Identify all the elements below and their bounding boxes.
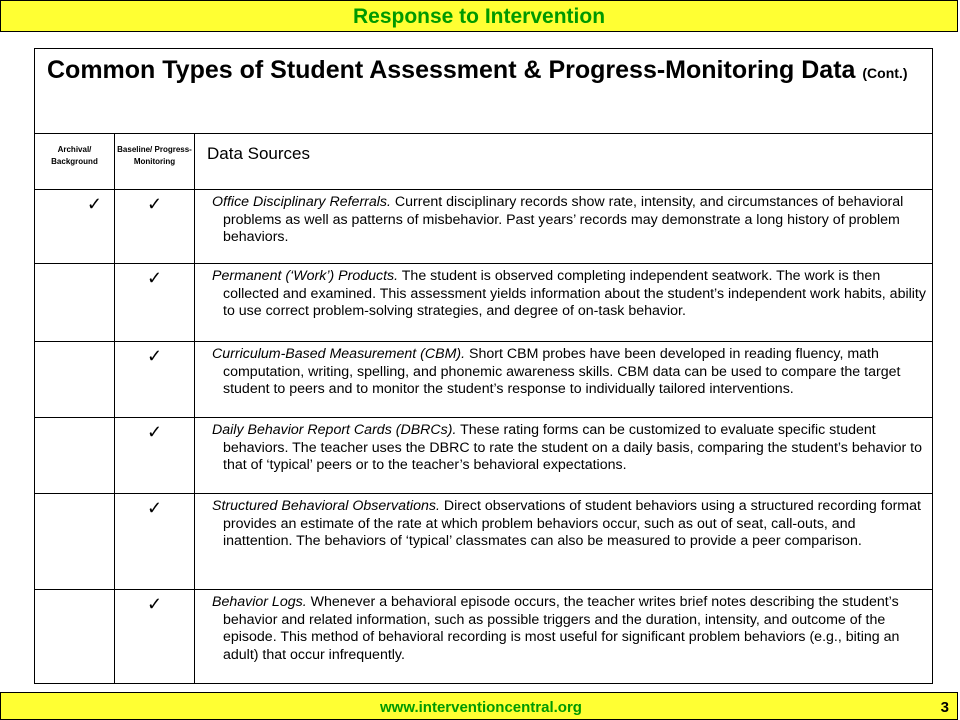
banner-title: Response to Intervention: [352, 5, 606, 28]
archival-check-cell: [35, 190, 115, 264]
page-number: 3: [940, 699, 949, 716]
table-row: [35, 264, 933, 342]
table-row: [35, 342, 933, 418]
checkmark-icon: ✓: [146, 594, 163, 614]
data-source-text: Direct observations of student behaviors using a structured recording format provides an estimate of the rate at which problem behaviors occur, such as out of seat, call-outs, and inattention. The behaviors of ‘typical’ classmates can also be measured to provide a peer comparison.: [223, 498, 921, 549]
column-header-archival: Archival/ Background: [35, 134, 115, 190]
data-source-name: Permanent (‘Work’) Products.: [212, 268, 399, 284]
table-row: [35, 590, 933, 684]
data-source-description: [195, 418, 933, 494]
data-source-name: Behavior Logs.: [212, 594, 307, 610]
checkmark-icon: ✓: [146, 194, 163, 214]
data-source-description: [195, 590, 933, 684]
baseline-check-cell: [115, 494, 195, 590]
archival-check-cell: [35, 264, 115, 342]
data-source-text: These rating forms can be customized to evaluate specific student behaviors. The teacher uses the DBRC to rate the student on a daily basis, comparing the student’s behavior to that of ‘typical’ peers or to the teacher’s behavioral expectations.: [223, 422, 923, 473]
data-source-description: [195, 494, 933, 590]
archival-check-cell: [35, 342, 115, 418]
checkmark-icon: ✓: [146, 422, 163, 442]
title-main: Common Types of Student Assessment & Progress-Monitoring Data: [47, 56, 856, 84]
top-banner: [0, 0, 958, 32]
table-body: [35, 190, 933, 684]
baseline-check-cell: [115, 418, 195, 494]
archival-check-cell: [35, 590, 115, 684]
data-source-description: [195, 342, 933, 418]
baseline-check-cell: [115, 190, 195, 264]
data-source-name: Daily Behavior Report Cards (DBRCs).: [212, 422, 457, 438]
table-row: [35, 494, 933, 590]
checkmark-icon: ✓: [86, 194, 102, 214]
baseline-check-cell: [115, 342, 195, 418]
archival-check-cell: [35, 418, 115, 494]
title-row: [35, 49, 933, 134]
column-header-data-sources: Data Sources: [195, 134, 933, 190]
checkmark-icon: ✓: [146, 268, 163, 288]
footer-url-link[interactable]: www.interventioncentral.org: [380, 699, 582, 716]
title-cell: [35, 49, 933, 134]
table-row: [35, 190, 933, 264]
page-title: [47, 55, 924, 88]
data-source-text: Current disciplinary records show rate, intensity, and circumstances of behavioral problems as well as patterns of misbehavior. Past years’ records may demonstrate a long history of problem behaviors.: [223, 194, 904, 245]
bottom-banner: [0, 692, 958, 720]
checkmark-icon: ✓: [146, 498, 163, 518]
data-source-text: The student is observed completing independent seatwork. The work is then collected and examined. This assessment yields information about the student’s independent work habits, ability to use correct problem-solving strategies, and degree of on-task behavior.: [223, 268, 926, 319]
data-source-name: Structured Behavioral Observations.: [212, 498, 440, 514]
data-source-name: Office Disciplinary Referrals.: [212, 194, 391, 210]
archival-check-cell: [35, 494, 115, 590]
column-header-baseline: Baseline/ Progress-Monitoring: [115, 134, 195, 190]
data-source-text: Short CBM probes have been developed in reading fluency, math computation, writing, spelling, and phonemic awareness skills. CBM data can be used to compare the target student to peers and to monitor the student’s response to individually tailored interventions.: [223, 346, 901, 397]
data-source-text: Whenever a behavioral episode occurs, the teacher writes brief notes describing the student’s behavior and related information, such as possible triggers and the duration, intensity, and outcome of the episode. This method of behavioral recording is most useful for significant problem behaviors (e.g., biting an adult) that occur infrequently.: [223, 594, 900, 663]
baseline-check-cell: [115, 264, 195, 342]
data-source-name: Curriculum-Based Measurement (CBM).: [212, 346, 466, 362]
baseline-check-cell: [115, 590, 195, 684]
checkmark-icon: ✓: [146, 346, 163, 366]
header-row: [35, 134, 933, 190]
title-suffix: (Cont.): [862, 65, 908, 81]
table-row: [35, 418, 933, 494]
data-source-description: [195, 264, 933, 342]
assessment-table: [34, 48, 933, 684]
data-source-description: [195, 190, 933, 264]
